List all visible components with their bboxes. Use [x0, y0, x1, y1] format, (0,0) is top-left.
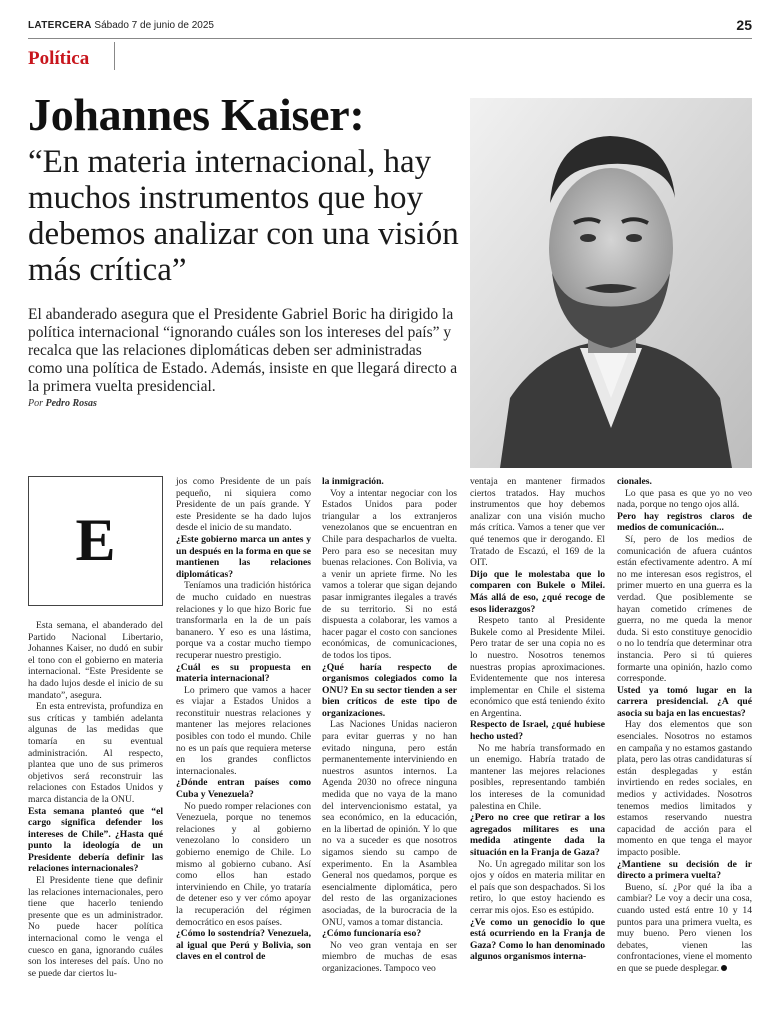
interview-question: ¿Ve como un genocidio lo que está ocurriendo en la Franja de Gaza? Como lo han denominado algunos organismos interna-: [470, 916, 605, 963]
final-paragraph-text: Bueno, sí. ¿Por qué la iba a cambiar? Le voy a decir una cosa, cuando usted está entre 10 y 14 puntos para una primera vuelta, es muy bueno. Pero vienen los debates, vienen las confrontaciones, viene el momento en que se puede desplegar.: [617, 881, 752, 974]
article-lead: El abanderado asegura que el Presidente Gabriel Boric ha dirigido la política internacional “ignorando cuáles son los intereses del país” y recalca que las relaciones diplomáticas deben ser administradas como una política de Estado. Además, insiste en que llegará directo a la primera vuelta presidencial.: [28, 306, 458, 395]
paragraph: ventaja en mantener firmados ciertos tratados. Hay muchos instrumentos que hoy debemos analizar con una visión mucho más crítica. Vamos a tener que ver qué tenemos que ir derogando. El Tratado de Escazú, el 169 de la OIT.: [470, 476, 605, 569]
interview-question: la inmigración.: [322, 476, 384, 487]
interview-question: cionales.: [617, 476, 652, 487]
interview-question: ¿Qué haría respecto de organismos colegiados como la ONU? En su sector tienden a ser bien críticos de este tipo de organizaciones.: [322, 661, 457, 719]
article-column-2: [176, 476, 311, 963]
interview-question: ¿Cómo lo sostendría? Venezuela, al igual que Perú y Bolivia, son claves en el control de: [176, 928, 311, 963]
paragraph: Las Naciones Unidas nacieron para evitar guerras y no han evitado ninguna, pero están permanentemente interviniendo en nuestros asuntos internos. La Agenda 2030 no ofrece ninguna medida que no vaya de la mano del intervencionismo estatal, ya sea económico, en la educación, en la libertad de opinión. Y lo que no va a suceder es que nosotros sigamos siendo su campo de experimento. En la Asamblea General nos quedamos, porque es esencialmente diplomática, pero del resto de las organizaciones asociadas, de la burocracia de la ONU, vamos a tomar distancia.: [322, 719, 457, 928]
interview-question: ¿Cómo funcionaría eso?: [322, 928, 422, 940]
article-column-5: [617, 476, 752, 975]
drop-cap-letter: E: [75, 507, 116, 574]
section-divider: [114, 42, 115, 70]
interview-question: ¿Este gobierno marca un antes y un después en la forma en que se mantienen las relaciones diplomáticas?: [176, 533, 311, 580]
interview-question: ¿Dónde entran países como Cuba y Venezuela?: [176, 777, 311, 801]
brand-name: LATERCERA: [28, 20, 92, 31]
header-rule: [28, 38, 752, 39]
page-number: 25: [736, 17, 752, 33]
paragraph: Lo primero que vamos a hacer es viajar a Estados Unidos a reconstituir nuestras relaciones y mantener las mejores relaciones posibles con todo el mundo. Chile no es un país que requiera meterse en los grandes conflictos internacionales.: [176, 684, 311, 777]
interview-question: Dijo que le molestaba que lo comparen con Bukele o Milei. Más allá de eso, ¿qué recoge de esos liderazgos?: [470, 568, 605, 615]
interview-question: Pero hay registros claros de medios de comunicación...: [617, 510, 752, 534]
paragraph: No veo gran ventaja en ser miembro de muchas de esas organizaciones. Tampoco veo: [322, 939, 457, 974]
paragraph: jos como Presidente de un país pequeño, ni siquiera como Presidente de un país grande. Y este Presidente se ha dado lujos desde el inicio de su mandato.: [176, 476, 311, 534]
interview-question: ¿Pero no cree que retirar a los agregados militares es una medida atingente dada la situación en la Franja de Gaza?: [470, 812, 605, 858]
drop-cap-box: [28, 476, 163, 606]
headline: Johannes Kaiser:: [28, 89, 365, 140]
end-of-article-icon: [721, 965, 727, 971]
issue-date: Sábado 7 de junio de 2025: [94, 20, 214, 31]
page-header: [28, 20, 214, 31]
byline: [28, 398, 97, 409]
paragraph: El Presidente tiene que definir las relaciones internacionales, pero tiene que hacerlo teniendo presente que es un administrador. No puede hacer política internacional como le venga el cuesco en gana, ignorando cuáles son los intereses del país. Uno no se puede dar ciertos lu-: [28, 875, 163, 979]
section-label: Política: [28, 48, 90, 69]
paragraph: Sí, pero de los medios de comunicación de afuera cuántos están efectivamente adentro. A mí no me interesan esos registros, el primer muerto en una guerra es la verdad. Que posiblemente se hayan cometido crímenes de guerra, no me queda la menor duda. Si esto constituye genocidio o no lo tendría que determinar otra instancia. Pero si tú quieres formarte una opinión, hazlo como corresponde.: [617, 533, 752, 685]
byline-author: Pedro Rosas: [45, 398, 97, 409]
interview-question: Esta semana planteó que “el cargo significa defender los intereses de Chile”. ¿Hasta qué punto la ideología de un Presidente debería definir las relaciones internacionales?: [28, 805, 163, 875]
paragraph: No puedo romper relaciones con Venezuela, porque no tenemos relaciones y al gobierno venezolano lo considero un gobierno enemigo de Chile. Lo mismo al gobierno cubano. Así como ellos han estado interviniendo en Chile, yo trataría de detener eso y ver cómo apoyar la recuperación del régimen democrático en esos países.: [176, 800, 311, 928]
interview-question: ¿Mantiene su decisión de ir directo a primera vuelta?: [617, 858, 752, 882]
paragraph: No me habría transformado en un enemigo. Habría tratado de mantener las mejores relaciones posibles, representando también los intereses de la comunidad palestina en Chile.: [470, 742, 605, 812]
interview-question: Respecto de Israel, ¿qué hubiese hecho usted?: [470, 719, 605, 743]
interview-question: Usted ya tomó lugar en la carrera presidencial. ¿A qué asocia su baja en las encuestas?: [617, 684, 752, 719]
portrait-illustration: [470, 98, 752, 468]
paragraph: Teníamos una tradición histórica de mucho cuidado en nuestras relaciones y lo que hizo Boric fue transformarla en la de un país bananero. Y eso es una lástima, porque va a costar mucho tiempo recuperar nuestro prestigio.: [176, 580, 311, 661]
paragraph: En esta entrevista, profundiza en sus críticas y también adelanta algunas de las medidas que tomaría en su eventual administración. Al respecto, plantea que uno de sus primeros objetivos será reconstruir las relaciones con Estados Unidos y marca distancia de la ONU.: [28, 701, 163, 805]
article-column-1: [28, 476, 163, 979]
article-column-3: [322, 476, 457, 975]
paragraph: Esta semana, el abanderado del Partido Nacional Libertario, Johannes Kaiser, no dudó en subir el tono con el gobierno en materia internacional. “Este Presidente se ha dado lujos desde el inicio de su mandato”, asegura.: [28, 620, 163, 701]
paragraph: Hay dos elementos que son esenciales. Nosotros no estamos en campaña y no estamos gastando plata, pero las otras candidaturas sí están desplegadas y están invirtiendo en redes sociales, en medios y actividades. Nosotros tenemos medios limitados y estamos reservando nuestra capacidad de acción para el momento en que tenga el mayor impacto posible.: [617, 719, 752, 858]
portrait-photo: [470, 98, 752, 468]
article-column-4: [470, 476, 605, 963]
paragraph: Voy a intentar negociar con los Estados Unidos para poder triangular a los extranjeros venezolanos que se encuentran en Chile para despacharlos de vuelta. Pero para eso se necesitan muy buenas relaciones. Con Bolivia, va a venir un apriete firme. No les vamos a tolerar que sigan dejando pasar inmigrantes ilegales a través de su territorio. Si no está dispuesta a colaborar, les vamos a hacer pagar el costo con sanciones económicas, de comunicaciones, de todos los tipos.: [322, 487, 457, 661]
paragraph: No. Un agregado militar son los ojos y oídos en materia militar en el país que son despachados. Si los retiro, lo que estoy haciendo es cerrar mis ojos. Eso es estúpido.: [470, 858, 605, 916]
byline-prefix: Por: [28, 398, 43, 409]
paragraph: Respeto tanto al Presidente Bukele como al Presidente Milei. Pero tratar de ser una copia no es lo nuestro. Nosotros tenemos nuestras propias aproximaciones. Evidentemente que nos interesa implementar en Chile el sistema económico que está teniendo éxito en Argentina.: [470, 615, 605, 719]
paragraph: Lo que pasa es que yo no veo nada, porque no tengo ojos allá.: [617, 487, 752, 511]
interview-question: ¿Cuál es su propuesta en materia internacional?: [176, 661, 311, 685]
pull-quote-title: “En materia internacional, hay muchos instrumentos que hoy debemos analizar con una visión más crítica”: [28, 144, 459, 288]
paragraph: [617, 882, 752, 975]
